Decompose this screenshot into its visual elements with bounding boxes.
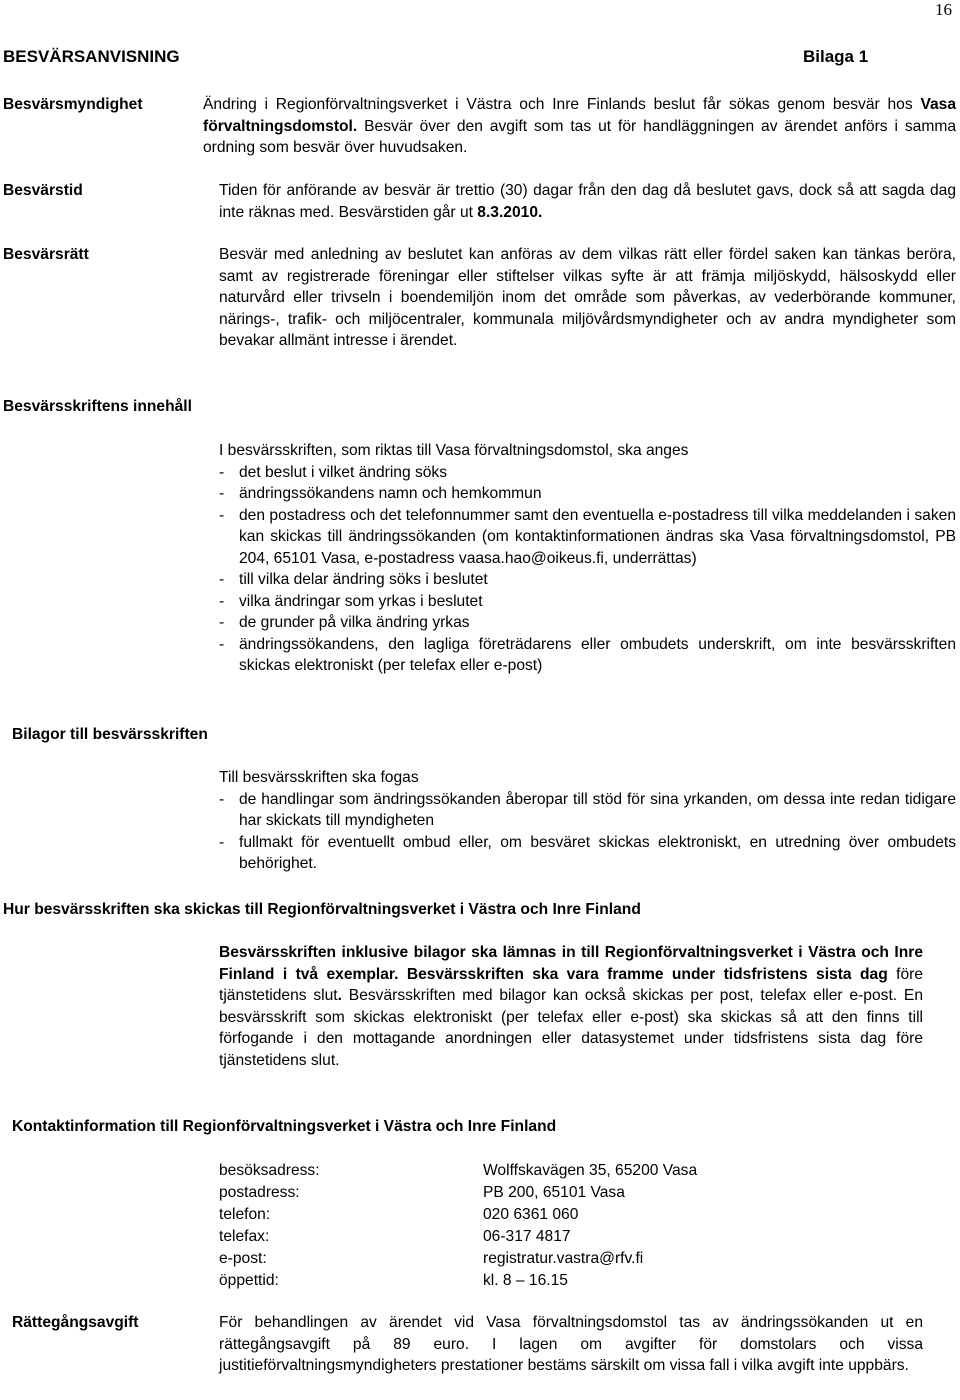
innehall-intro: I besvärsskriften, som riktas till Vasa förvaltningsdomstol, ska anges [219,442,689,459]
section-label-besvarsratt: Besvärsrätt [3,246,89,263]
kontakt-table [219,1160,697,1292]
section-label-bilagor: Bilagor till besvärsskriften [12,726,208,743]
section-label-innehall: Besvärsskriftens innehåll [3,398,192,415]
besvarstid-text: Tiden för anförande av besvär är trettio (30) dagar från den dag då beslutet gavs, dock så att sagda dag inte räknas med. Besvärstiden går ut 8.3.2010. [219,182,956,221]
section-label-rattegangsavgift: Rättegångsavgift [12,1314,139,1331]
list-item: - till vilka delar ändring söks i beslutet [219,569,956,591]
bilagor-content [219,767,956,875]
kontakt-value: PB 200, 65101 Vasa [483,1184,625,1201]
list-item: - vilka ändringar som yrkas i beslutet [219,591,956,613]
list-item: - ändringssökandens, den lagliga företrädarens eller ombudets underskrift, om inte besvärsskriften skickas elektroniskt (per telefax eller e-post) [219,634,956,677]
page-number: 16 [935,0,952,19]
list-item: - de handlingar som ändringssökanden åberopar till stöd för sina yrkanden, om dessa inte redan tidigare har skickats till myndigheten [219,789,956,832]
besvarsmyndighet-text: Ändring i Regionförvaltningsverket i Västra och Inre Finlands beslut får sökas genom besvär hos Vasa förvaltningsdomstol. Besvär över den avgift som tas ut för handläggningen av ärendet anförs i samma ordning som besvär över huvudsaken. [203,96,956,156]
list-item: - de grunder på vilka ändring yrkas [219,612,956,634]
table-row [219,1270,697,1292]
bilagor-intro: Till besvärsskriften ska fogas [219,769,419,786]
innehall-list [219,462,956,677]
kontakt-value: 06-317 4817 [483,1228,571,1245]
bilagor-list [219,789,956,875]
kontakt-key: postadress: [219,1184,300,1201]
kontakt-key: telefax: [219,1228,270,1245]
section-label-besvarstid: Besvärstid [3,182,83,199]
kontakt-key: öppettid: [219,1272,279,1289]
kontakt-key: e-post: [219,1250,267,1267]
table-row [219,1182,697,1204]
kontakt-value: Wolffskavägen 35, 65200 Vasa [483,1162,698,1179]
kontakt-value: registratur.vastra@rfv.fi [483,1250,644,1267]
list-item: - ändringssökandens namn och hemkommun [219,483,956,505]
besvarsratt-text: Besvär med anledning av beslutet kan anföras av dem vilkas rätt eller fördel saken kan tänkas beröra, samt av registrerade föreningar eller stiftelser vilkas syfte är att främja miljöskydd, hälsoskydd eller naturvård eller trivseln i boendemiljön inom det område som påverkas, av vederbörande kommuner, närings-, trafik- och miljöcentraler, kommunala miljövårdsmyndigheter och av andra myndigheter som bevakar allmänt intresse i ärendet. [219,246,956,349]
innehall-content [219,440,956,677]
table-row [219,1248,697,1270]
list-item: - fullmakt för eventuellt ombud eller, om besväret skickas elektroniskt, en utredning över ombudets behörighet. [219,832,956,875]
skickas-text: Besvärsskriften inklusive bilagor ska lämnas in till Regionförvaltningsverket i Västra och Inre Finland i två exemplar. Besvärsskriften ska vara framme under tidsfristens sista dag före tjänstetidens slut. Besvärsskriften med bilagor kan också skickas per post, telefax eller e-post. En besvärsskrift som skickas elektroniskt (per telefax eller e-post) ska skickas så att den finns till förfogande i den mottagande anordningen eller datasystemet under tidsfristens sista dag före tjänstetidens slut. [219,944,923,1069]
kontakt-value: 020 6361 060 [483,1206,579,1223]
document-title: BESVÄRSANVISNING [3,47,180,66]
table-row [219,1160,697,1182]
kontakt-heading: Kontaktinformation till Regionförvaltningsverket i Västra och Inre Finland [12,1118,557,1135]
attachment-label: Bilaga 1 [803,47,869,66]
skickas-heading: Hur besvärsskriften ska skickas till Regionförvaltningsverket i Västra och Inre Finland [3,901,641,918]
section-label-besvarsmyndighet: Besvärsmyndighet [3,96,143,113]
table-row [219,1204,697,1226]
rattegangsavgift-text: För behandlingen av ärendet vid Vasa förvaltningsdomstol tas av ändringssökanden ut en rättegångsavgift på 89 euro. I lagen om avgifter för domstolars och vissa justitieförvaltningsmyndigheters prestationer bestäms särskilt om vissa fall i vilka avgift inte uppbärs. [219,1314,923,1374]
table-row [219,1226,697,1248]
list-item: - den postadress och det telefonnummer samt den eventuella e-postadress till vilka meddelanden i saken kan skickas till ändringssökanden (om kontaktinformationen ändras ska Vasa förvaltningsdomstol, PB 204, 65101 Vasa, e-postadress vaasa.hao@oikeus.fi, underrättas) [219,505,956,570]
list-item: - det beslut i vilket ändring söks [219,462,956,484]
kontakt-value: kl. 8 – 16.15 [483,1272,568,1289]
kontakt-key: besöksadress: [219,1162,320,1179]
kontakt-key: telefon: [219,1206,271,1223]
